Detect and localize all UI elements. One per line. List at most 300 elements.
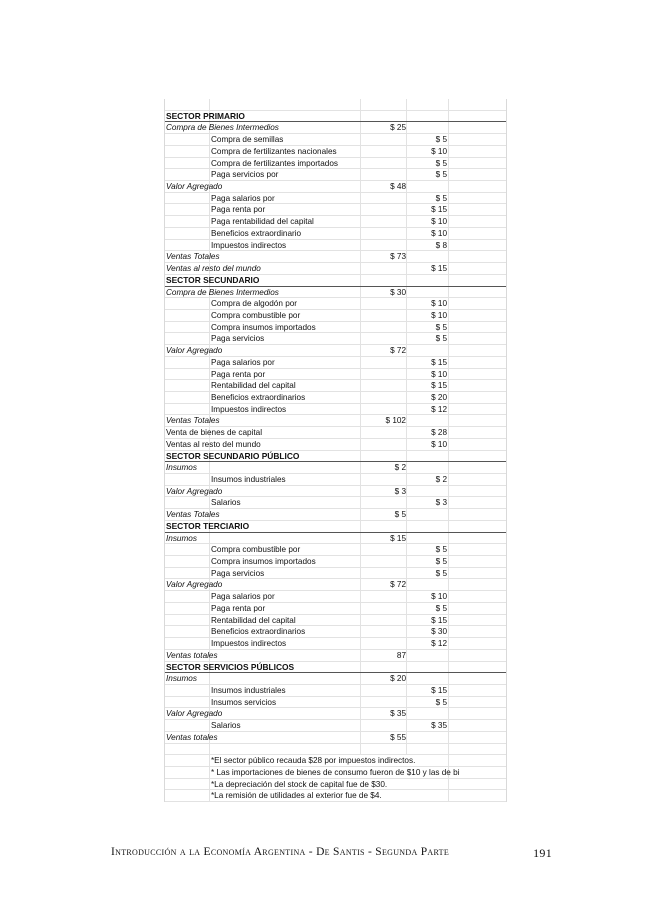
grid-cell (360, 685, 407, 696)
grid-cell (406, 369, 449, 380)
grid-cell (360, 380, 407, 391)
grid-cell (448, 533, 507, 544)
page-footer (111, 846, 552, 862)
table-row (165, 122, 506, 134)
grid-cell (448, 755, 507, 766)
table-row (165, 216, 506, 228)
grid-cell (360, 298, 407, 309)
grid-cell (448, 451, 507, 462)
row-label: Valor Agregado (166, 709, 223, 719)
grid-cell (360, 697, 407, 708)
grid-cell (165, 134, 210, 145)
grid-cell (360, 193, 407, 204)
detail-value: $ 2 (435, 475, 447, 484)
grid-cell (448, 333, 507, 344)
row-label: Beneficios extraordinarios (211, 392, 306, 402)
grid-cell (406, 181, 449, 192)
grid-cell (406, 533, 449, 544)
grid-cell (448, 626, 507, 637)
grid-cell (406, 275, 449, 286)
grid-cell (448, 697, 507, 708)
detail-value: $ 10 (431, 369, 447, 379)
grid-cell (165, 333, 210, 344)
table-row (165, 204, 506, 216)
grid-cell (165, 146, 210, 157)
grid-cell (360, 568, 407, 579)
grid-cell (360, 603, 407, 614)
section-title: SECTOR SECUNDARIO PÚBLICO (166, 450, 300, 461)
grid-cell (448, 369, 507, 380)
grid-cell (448, 122, 507, 133)
row-label: Insumos (166, 674, 197, 684)
grid-cell (360, 158, 407, 169)
grid-cell (406, 298, 449, 309)
grid-cell (448, 310, 507, 321)
detail-value: $ 5 (435, 135, 447, 145)
table-row (165, 720, 506, 732)
grid-cell (165, 99, 210, 110)
row-label: Ventas al resto del mundo (166, 264, 261, 274)
detail-value: $ 30 (431, 627, 447, 637)
table-row (165, 579, 506, 591)
grid-cell (406, 779, 448, 790)
grid-cell (448, 146, 507, 157)
row-label: Salarios (211, 721, 241, 731)
grid-cell (165, 169, 210, 180)
row-label: Valor Agregado (166, 580, 223, 590)
row-label: Ventas totales (166, 732, 218, 742)
row-label: Compra de semillas (211, 135, 284, 145)
grid-cell (448, 216, 507, 227)
grid-cell (406, 497, 449, 508)
grid-cell (406, 708, 449, 719)
grid-cell (406, 333, 449, 344)
table-row (165, 708, 506, 720)
grid-cell (448, 439, 507, 450)
section-header-row (165, 111, 506, 123)
detail-value: $ 5 (435, 193, 447, 203)
detail-value: $ 15 (431, 381, 447, 391)
grid-cell (406, 568, 449, 579)
subtotal-value: $ 102 (385, 416, 406, 426)
grid-cell (406, 650, 449, 661)
row-label: Insumos (166, 463, 197, 473)
grid-cell (448, 662, 507, 673)
grid-cell (360, 579, 407, 590)
grid-cell (406, 240, 449, 251)
grid-cell (360, 732, 407, 743)
grid-cell (165, 204, 210, 215)
section-title: SECTOR SERVICIOS PÚBLICOS (166, 661, 295, 672)
grid-cell (406, 474, 449, 485)
grid-cell (448, 404, 507, 415)
grid-cell (448, 415, 507, 426)
grid-cell (406, 603, 449, 614)
grid-cell (448, 427, 507, 438)
grid-cell (406, 134, 449, 145)
grid-cell (165, 240, 210, 251)
note-row (165, 755, 506, 767)
section-header-row (165, 662, 506, 674)
subtotal-value: $ 30 (390, 287, 406, 297)
grid-cell (360, 111, 407, 122)
table-row (165, 310, 506, 322)
grid-cell (448, 380, 507, 391)
table-row (165, 556, 506, 568)
row-label: Ventas Totales (166, 416, 220, 426)
grid-cell (360, 404, 407, 415)
grid-cell (406, 310, 449, 321)
note-row (165, 779, 506, 791)
grid-cell (360, 662, 407, 673)
grid-cell (448, 673, 507, 684)
subtotal-value: 87 (396, 650, 406, 660)
detail-value: $ 5 (435, 568, 447, 578)
grid-cell (406, 626, 449, 637)
grid-cell (448, 228, 507, 239)
grid-cell (448, 591, 507, 602)
section-header-row (165, 451, 506, 463)
grid-cell (448, 204, 507, 215)
grid-cell (406, 415, 449, 426)
table-row (165, 626, 506, 638)
table-row (165, 251, 506, 263)
grid-cell (406, 732, 449, 743)
grid-cell (448, 287, 507, 298)
grid-cell (406, 638, 449, 649)
grid-cell (360, 169, 407, 180)
table-row (165, 603, 506, 615)
row-label: Rentabilidad del capital (211, 615, 296, 625)
grid-cell (165, 158, 210, 169)
row-label: Paga salarios por (211, 592, 275, 602)
note-row (165, 767, 506, 779)
detail-value: $ 10 (431, 217, 447, 227)
table-row (165, 568, 506, 580)
row-label: Insumos servicios (211, 697, 277, 707)
row-label: Paga renta por (211, 205, 266, 215)
row-label: Impuestos indirectos (211, 404, 287, 414)
detail-value: $ 10 (431, 439, 447, 449)
table-row (165, 181, 506, 193)
row-label: *La depreciación del stock de capital fue de $30. (211, 779, 388, 789)
row-label: *La remisión de utilidades al exterior fue de $4. (211, 791, 382, 801)
grid-cell (360, 521, 407, 532)
grid-cell (448, 345, 507, 356)
row-label: Paga renta por (211, 369, 266, 379)
table-row (165, 322, 506, 334)
table-row (165, 650, 506, 662)
page-number: 191 (533, 846, 552, 860)
grid-cell (406, 392, 449, 403)
row-label: Paga salarios por (211, 357, 275, 367)
grid-cell (360, 439, 407, 450)
detail-value: $ 5 (435, 545, 447, 555)
row-label: Compra de algodón por (211, 299, 298, 309)
table-row (165, 591, 506, 603)
subtotal-value: $ 72 (390, 580, 406, 590)
row-label: Compra de fertilizantes nacionales (211, 146, 337, 156)
row-label: Paga servicios (211, 568, 265, 578)
grid-cell (165, 685, 210, 696)
grid-cell (360, 533, 407, 544)
table-row (165, 158, 506, 170)
grid-cell (165, 497, 210, 508)
detail-value: $ 12 (431, 639, 447, 649)
grid-cell (406, 439, 449, 450)
grid-cell (360, 333, 407, 344)
table-row (165, 439, 506, 451)
detail-value: $ 10 (431, 146, 447, 156)
grid-cell (165, 603, 210, 614)
section-header-row (165, 521, 506, 533)
grid-cell (360, 322, 407, 333)
grid-cell (406, 357, 449, 368)
grid-cell (360, 615, 407, 626)
grid-cell (448, 298, 507, 309)
row-label: Paga rentabilidad del capital (211, 217, 314, 227)
table-row (165, 380, 506, 392)
detail-value: $ 15 (431, 357, 447, 367)
grid-cell (165, 568, 210, 579)
grid-cell (360, 287, 407, 298)
grid-cell (165, 755, 210, 766)
detail-value: $ 15 (431, 205, 447, 215)
grid-cell (406, 509, 449, 520)
grid-cell (360, 556, 407, 567)
grid-cell (448, 111, 507, 122)
grid-cell (406, 99, 449, 110)
grid-cell (360, 509, 407, 520)
grid-cell (406, 146, 449, 157)
grid-cell (448, 744, 507, 755)
detail-value: $ 10 (431, 299, 447, 309)
row-label: Compra combustible por (211, 310, 301, 320)
grid-cell (360, 240, 407, 251)
table-row (165, 357, 506, 369)
grid-cell (406, 720, 449, 731)
grid-cell (360, 228, 407, 239)
table-row (165, 615, 506, 627)
detail-value: $ 5 (435, 603, 447, 613)
detail-value: $ 15 (431, 685, 447, 695)
grid-cell (360, 122, 407, 133)
row-label: Paga servicios (211, 334, 265, 344)
grid-cell (165, 544, 210, 555)
table-row (165, 732, 506, 744)
grid-cell (165, 591, 210, 602)
grid-cell (406, 615, 449, 626)
table-row (165, 533, 506, 545)
grid-cell (165, 404, 210, 415)
grid-cell (448, 169, 507, 180)
spreadsheet-table (164, 99, 507, 802)
grid-cell (406, 204, 449, 215)
row-label: Insumos industriales (211, 685, 286, 695)
row-label: Compra de Bienes Intermedios (166, 287, 279, 297)
grid-cell (406, 322, 449, 333)
table-row (165, 228, 506, 240)
grid-cell (165, 298, 210, 309)
table-row (165, 685, 506, 697)
section-title: SECTOR TERCIARIO (166, 520, 250, 531)
detail-value: $ 10 (431, 228, 447, 238)
table-row (165, 404, 506, 416)
grid-cell (448, 732, 507, 743)
row-label: Compra combustible por (211, 545, 301, 555)
table-row (165, 415, 506, 427)
grid-cell (406, 169, 449, 180)
grid-cell (165, 369, 210, 380)
grid-cell (406, 790, 448, 801)
grid-cell (448, 193, 507, 204)
grid-cell (165, 615, 210, 626)
grid-cell (360, 591, 407, 602)
table-row (165, 497, 506, 509)
subtotal-value: $ 55 (390, 732, 406, 742)
subtotal-value: $ 3 (394, 486, 406, 496)
grid-cell (360, 216, 407, 227)
row-label: * Las importaciones de bienes de consumo fueron de $10 y las de bi (211, 767, 460, 777)
row-label: Compra de Bienes Intermedios (166, 123, 279, 133)
row-label: Valor Agregado (166, 346, 223, 356)
grid-cell (360, 251, 407, 262)
table-row (165, 333, 506, 345)
grid-cell (448, 720, 507, 731)
grid-cell (448, 392, 507, 403)
grid-cell (448, 579, 507, 590)
grid-cell (448, 615, 507, 626)
detail-value: $ 10 (431, 592, 447, 602)
grid-cell (406, 251, 449, 262)
subtotal-value: $ 48 (390, 182, 406, 192)
row-label: Insumos (166, 533, 197, 543)
grid-cell (360, 392, 407, 403)
grid-cell (360, 638, 407, 649)
grid-cell (360, 544, 407, 555)
table-row (165, 146, 506, 158)
grid-cell (406, 486, 449, 497)
row-label: Compra insumos importados (211, 557, 316, 567)
grid-cell (165, 310, 210, 321)
table-row (165, 673, 506, 685)
row-label: Paga servicios por (211, 170, 279, 180)
subtotal-value: $ 2 (394, 463, 406, 473)
grid-cell (448, 486, 507, 497)
grid-cell (448, 509, 507, 520)
grid-cell (448, 779, 507, 790)
grid-cell (360, 146, 407, 157)
grid-cell (448, 603, 507, 614)
table-row (165, 427, 506, 439)
grid-cell (448, 544, 507, 555)
detail-value: $ 5 (435, 557, 447, 567)
grid-cell (406, 662, 449, 673)
grid-cell (448, 521, 507, 532)
table-row (165, 193, 506, 205)
row-label: Valor Agregado (166, 182, 223, 192)
grid-cell (165, 638, 210, 649)
detail-value: $ 5 (435, 334, 447, 344)
detail-value: $ 3 (435, 498, 447, 508)
table-row (165, 345, 506, 357)
row-label: Beneficios extraordinarios (211, 627, 306, 637)
detail-value: $ 15 (431, 264, 447, 274)
table-row (165, 298, 506, 310)
row-label: Beneficios extraordinario (211, 228, 302, 238)
grid-cell (406, 122, 449, 133)
subtotal-value: $ 72 (390, 346, 406, 356)
grid-cell (448, 556, 507, 567)
row-label: *El sector público recauda $28 por impuestos indirectos. (211, 756, 416, 766)
grid-cell (360, 204, 407, 215)
grid-cell (165, 228, 210, 239)
grid-cell (360, 369, 407, 380)
row-label: Ventas totales (166, 650, 218, 660)
row-label: Ventas Totales (166, 510, 220, 520)
grid-cell (406, 228, 449, 239)
subtotal-value: $ 5 (394, 510, 406, 520)
detail-value: $ 8 (435, 240, 447, 250)
grid-cell (360, 486, 407, 497)
detail-value: $ 15 (431, 615, 447, 625)
grid-cell (406, 451, 449, 462)
grid-cell (448, 181, 507, 192)
table-row (165, 99, 506, 111)
row-label: Insumos industriales (211, 475, 286, 484)
table-row (165, 263, 506, 275)
grid-cell (165, 720, 210, 731)
grid-cell (406, 462, 449, 473)
grid-cell (406, 193, 449, 204)
grid-cell (448, 790, 507, 801)
grid-cell (360, 134, 407, 145)
grid-cell (448, 275, 507, 286)
grid-cell (360, 181, 407, 192)
detail-value: $ 5 (435, 697, 447, 707)
grid-cell (448, 99, 507, 110)
grid-cell (448, 322, 507, 333)
grid-cell (165, 380, 210, 391)
grid-cell (406, 673, 449, 684)
row-label: Compra insumos importados (211, 322, 316, 332)
table-row (165, 474, 506, 486)
table-row (165, 287, 506, 299)
row-label: Impuestos indirectos (211, 639, 287, 649)
table-row (165, 697, 506, 709)
subtotal-value: $ 25 (390, 123, 406, 133)
row-label: Paga salarios por (211, 193, 275, 203)
grid-cell (406, 579, 449, 590)
table-row (165, 462, 506, 474)
grid-cell (360, 720, 407, 731)
grid-cell (448, 462, 507, 473)
detail-value: $ 5 (435, 158, 447, 168)
grid-cell (448, 708, 507, 719)
row-label: Valor Agregado (166, 486, 223, 496)
table-row (165, 486, 506, 498)
grid-cell (360, 275, 407, 286)
detail-value: $ 5 (435, 322, 447, 332)
grid-cell (360, 263, 407, 274)
grid-cell (448, 650, 507, 661)
grid-cell (448, 685, 507, 696)
grid-cell (406, 404, 449, 415)
row-label: Venta de bienes de capital (166, 428, 263, 438)
table-row (165, 638, 506, 650)
table-row (165, 744, 506, 756)
table-row (165, 392, 506, 404)
